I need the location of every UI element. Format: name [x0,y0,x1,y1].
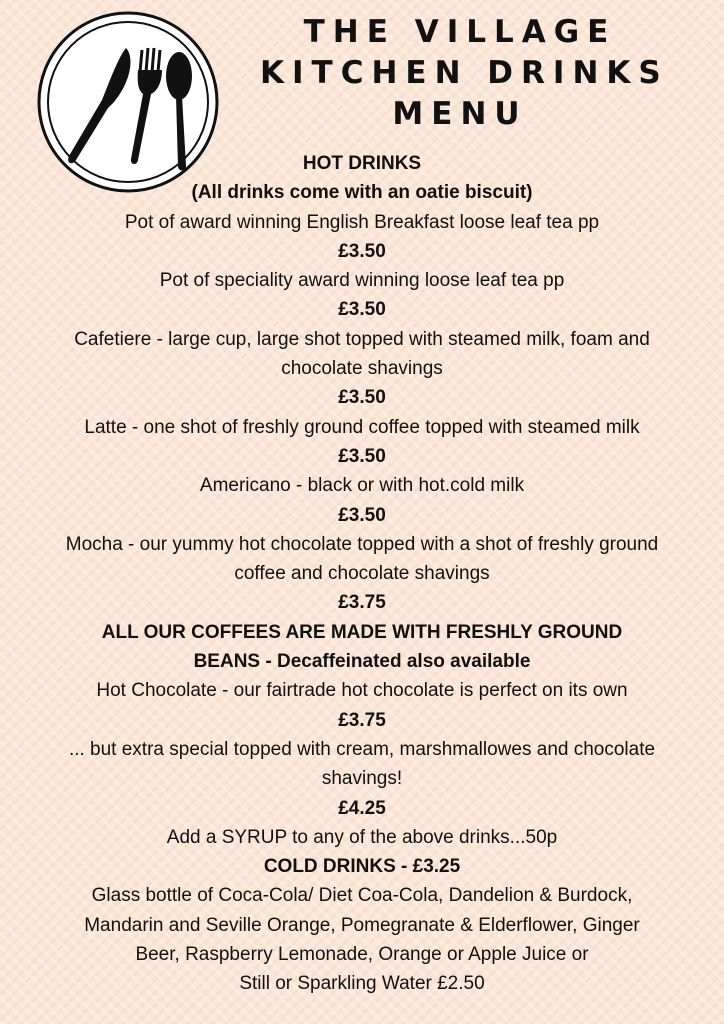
menu-line: Mandarin and Seville Orange, Pomegranate & Elderflower, Ginger [84,914,640,936]
menu-line: £3.50 [338,240,386,262]
menu-line: shavings! [321,768,403,790]
menu-line: £3.50 [338,299,386,321]
menu-line: Cafetiere - large cup, large shot topped with steamed milk, foam and [74,328,650,350]
menu-line: Latte - one shot of freshly ground coffee topped with steamed milk [84,416,640,438]
menu-line: (All drinks come with an oatie biscuit) [191,182,533,204]
menu-title [260,12,669,135]
menu-line: £3.75 [338,592,386,614]
menu-line: Pot of award winning English Breakfast loose leaf tea pp [124,211,600,233]
menu-line: COLD DRINKS - £3.25 [263,856,461,878]
menu-line: chocolate shavings [281,358,443,380]
title-line: THE VILLAGE [303,14,617,50]
drinks-menu [0,149,724,999]
menu-line: Mocha - our yummy hot chocolate topped with a shot of freshly ground [65,533,659,555]
menu-line: £3.50 [338,445,386,467]
menu-line: HOT DRINKS [302,153,422,174]
menu-line: ... but extra special topped with cream, marshmallowes and chocolate [68,738,656,760]
menu-line: BEANS - Decaffeinated also available [193,651,531,673]
menu-line: Beer, Raspberry Lemonade, Orange or Apple Juice or [135,944,589,966]
menu-line: £4.25 [338,797,386,819]
menu-line: £3.50 [338,504,386,526]
menu-line: coffee and chocolate shavings [234,563,490,585]
menu-line: ALL OUR COFFEES ARE MADE WITH FRESHLY GROUND [101,621,623,643]
title-line: MENU [392,96,528,132]
menu-line: Americano - black or with hot.cold milk [199,475,525,497]
menu-line: Still or Sparkling Water £2.50 [239,973,485,995]
title-line: KITCHEN DRINKS [260,55,669,91]
menu-line: Pot of speciality award winning loose leaf tea pp [159,270,565,292]
menu-line: £3.50 [338,387,386,409]
menu-line: Hot Chocolate - our fairtrade hot chocolate is perfect on its own [96,680,628,702]
menu-line: Add a SYRUP to any of the above drinks...50p [166,826,558,848]
menu-line: Glass bottle of Coca-Cola/ Diet Coa-Cola, Dandelion & Burdock, [91,885,633,907]
menu-line: £3.75 [338,709,386,731]
